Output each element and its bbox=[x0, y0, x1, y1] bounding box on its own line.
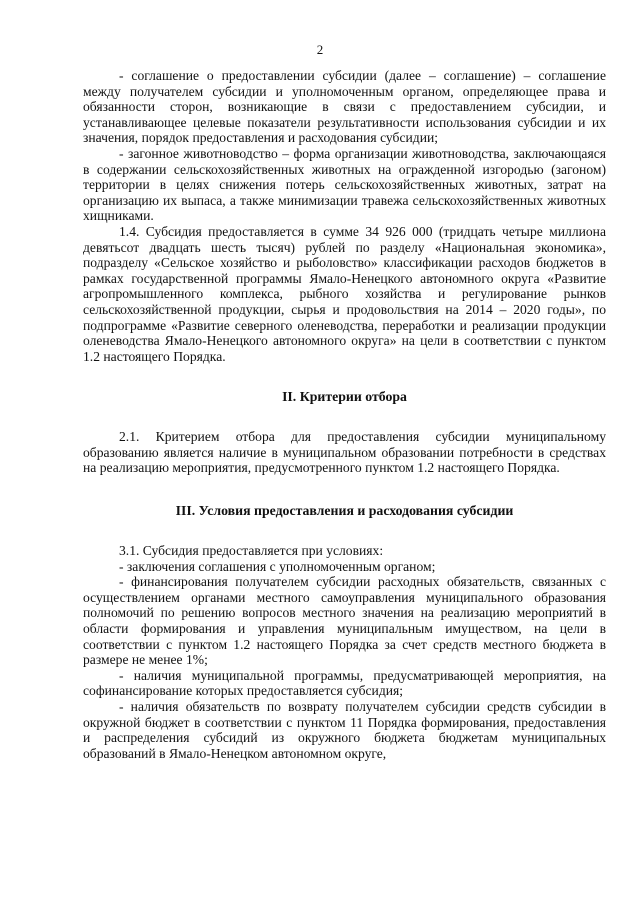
condition-item: - финансирования получателем субсидии расходных обязательств, связанных с осуществлением органами местного самоуправления муниципального образования полномочий по решению вопросов местного значения на реализацию мероприятий в области формирования и управления муниципальным имуществом, на цели в соответствии с пунктом 1.2 настоящего Порядка за счет средств местного бюджета в размере не менее 1%; bbox=[83, 574, 606, 668]
clause-2-1: 2.1. Критерием отбора для предоставления субсидии муниципальному образованию является наличие в муниципальном образовании потребности в средствах на реализацию мероприятия, предусмотренного пунктом 1.2 настоящего Порядка. bbox=[83, 429, 606, 476]
clause-3-1: 3.1. Субсидия предоставляется при условиях: bbox=[119, 543, 384, 559]
section-3-title: III. Условия предоставления и расходования субсидии bbox=[175, 503, 514, 519]
clause-1-4: 1.4. Субсидия предоставляется в сумме 34 926 000 (тридцать четыре миллиона девятьсот двадцать шесть тысяч) рублей по разделу «Национальная экономика», подразделу «Сельское хозяйство и рыболовство» классификации расходов бюджетов в рамках государственной программы Ямало-Ненецкого автономного округа «Развитие агропромышленного комплекса, рыбного хозяйства и регулирование рынков сельскохозяйственной продукции, сырья и продовольствия на 2014 – 2020 годы», по подпрограмме «Развитие северного оленеводства, переработки и реализации продукции оленеводства Ямало-Ненецкого автономного округа» на цели в соответствии с пунктом 1.2 настоящего Порядка. bbox=[83, 223, 606, 364]
document-body bbox=[83, 68, 606, 761]
condition-item: - заключения соглашения с уполномоченным органом; bbox=[119, 558, 436, 574]
condition-item: - наличия муниципальной программы, предусматривающей мероприятия, на софинансирование которых предоставляется субсидия; bbox=[83, 667, 606, 699]
definition-agreement: - соглашение о предоставлении субсидии (далее – соглашение) – соглашение между получателем субсидии и уполномоченным органом, определяющее права и обязанности сторон, возникающие в связи с предоставлением субсидии, и устанавливающее целевые показатели результативности использования субсидии и их значения, порядок предоставления и расходования субсидии; bbox=[83, 68, 606, 146]
definition-pasture-livestock: - загонное животноводство – форма организации животноводства, заключающаяся в содержании сельскохозяйственных животных на огражденной изгородью (загоном) территории в целях снижения потерь сельскохозяйственных животных, затрат на организацию их выпаса, а также минимизации травежа сельскохозяйственных животных хищниками. bbox=[83, 145, 606, 224]
section-2-title: II. Критерии отбора bbox=[282, 389, 407, 405]
condition-item: - наличия обязательств по возврату получателем субсидии средств субсидии в окружной бюджет в соответствии с пунктом 11 Порядка формирования, предоставления и распределения субсидий из окружного бюджета бюджетам муниципальных образований в Ямало-Ненецком автономном округе, bbox=[83, 699, 606, 761]
page-number: 2 bbox=[316, 42, 324, 57]
